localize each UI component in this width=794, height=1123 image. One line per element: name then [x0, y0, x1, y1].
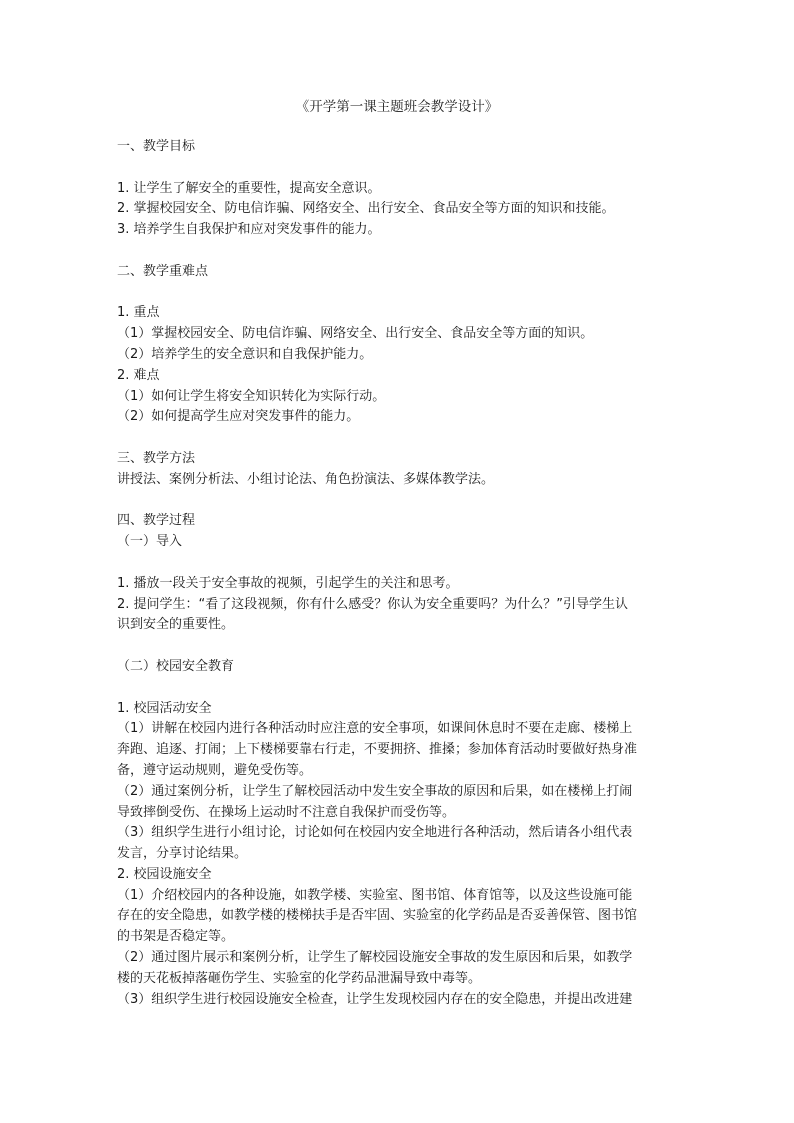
key-item: （2）培养学生的安全意识和自我保护能力。 [117, 346, 373, 362]
intro-item: 2. 提问学生：“看了这段视频，你有什么感受？你认为安全重要吗？为什么？”引导学生认 [117, 596, 629, 612]
subheading-difficulty: 2. 难点 [117, 367, 160, 383]
paragraph-line: 存在的安全隐患，如教学楼的楼梯扶手是否牢固、实验室的化学药品是否妥善保管、图书馆 [117, 908, 638, 924]
paragraph-line: （2）通过图片展示和案例分析，让学生了解校园设施安全事故的发生原因和后果，如教学 [117, 950, 633, 966]
subheading-facility-safety: 2. 校园设施安全 [117, 866, 212, 882]
section-heading-methods: 三、教学方法 [117, 450, 196, 466]
paragraph-line: 导致摔倒受伤、在操场上运动时不注意自我保护而受伤等。 [117, 804, 456, 820]
subsection-heading-intro: （一）导入 [117, 534, 183, 550]
paragraph-line: 的书架是否稳定等。 [117, 929, 235, 945]
difficulty-item: （1）如何让学生将安全知识转化为实际行动。 [117, 388, 386, 404]
paragraph-line: （1）介绍校园内的各种设施，如教学楼、实验室、图书馆、体育馆等，以及这些设施可能 [117, 887, 633, 903]
document-body [117, 137, 677, 1010]
paragraph-line: 发言，分享讨论结果。 [117, 846, 248, 862]
section-heading-key-points: 二、教学重难点 [117, 263, 209, 279]
difficulty-item: （2）如何提高学生应对突发事件的能力。 [117, 409, 360, 425]
section-heading-process: 四、教学过程 [117, 513, 196, 529]
objective-item: 3. 培养学生自我保护和应对突发事件的能力。 [117, 222, 381, 238]
subheading-activity-safety: 1. 校园活动安全 [117, 700, 212, 716]
subheading-key: 1. 重点 [117, 305, 160, 321]
paragraph-line: 奔跑、追逐、打闹；上下楼梯要靠右行走，不要拥挤、推搡；参加体育活动时要做好热身准 [117, 742, 638, 758]
objective-item: 1. 让学生了解安全的重要性，提高安全意识。 [117, 180, 381, 196]
paragraph-line: （1）讲解在校园内进行各种活动时应注意的安全事项，如课间休息时不要在走廊、楼梯上 [117, 721, 633, 737]
paragraph-line: 备，遵守运动规则，避免受伤等。 [117, 762, 313, 778]
intro-item: 识到安全的重要性。 [117, 617, 235, 633]
subsection-heading-campus-safety: （二）校园安全教育 [117, 658, 235, 674]
paragraph-line: 楼的天花板掉落砸伤学生、实验室的化学药品泄漏导致中毒等。 [117, 970, 482, 986]
objective-item: 2. 掌握校园安全、防电信诈骗、网络安全、出行安全、食品安全等方面的知识和技能。 [117, 201, 615, 217]
section-heading-objectives: 一、教学目标 [117, 139, 196, 154]
intro-item: 1. 播放一段关于安全事故的视频，引起学生的关注和思考。 [117, 575, 459, 591]
key-item: （1）掌握校园安全、防电信诈骗、网络安全、出行安全、食品安全等方面的知识。 [117, 326, 594, 342]
paragraph-line: （3）组织学生进行小组讨论，讨论如何在校园内安全地进行各种活动，然后请各小组代表 [117, 825, 633, 841]
paragraph-line: （3）组织学生进行校园设施安全检查，让学生发现校园内存在的安全隐患，并提出改进建 [117, 991, 633, 1007]
paragraph-line: （2）通过案例分析，让学生了解校园活动中发生安全事故的原因和后果，如在楼梯上打闹 [117, 783, 633, 799]
methods-text: 讲授法、案例分析法、小组讨论法、角色扮演法、多媒体教学法。 [117, 471, 495, 487]
document-title: 《开学第一课主题班会教学设计》 [295, 99, 499, 115]
